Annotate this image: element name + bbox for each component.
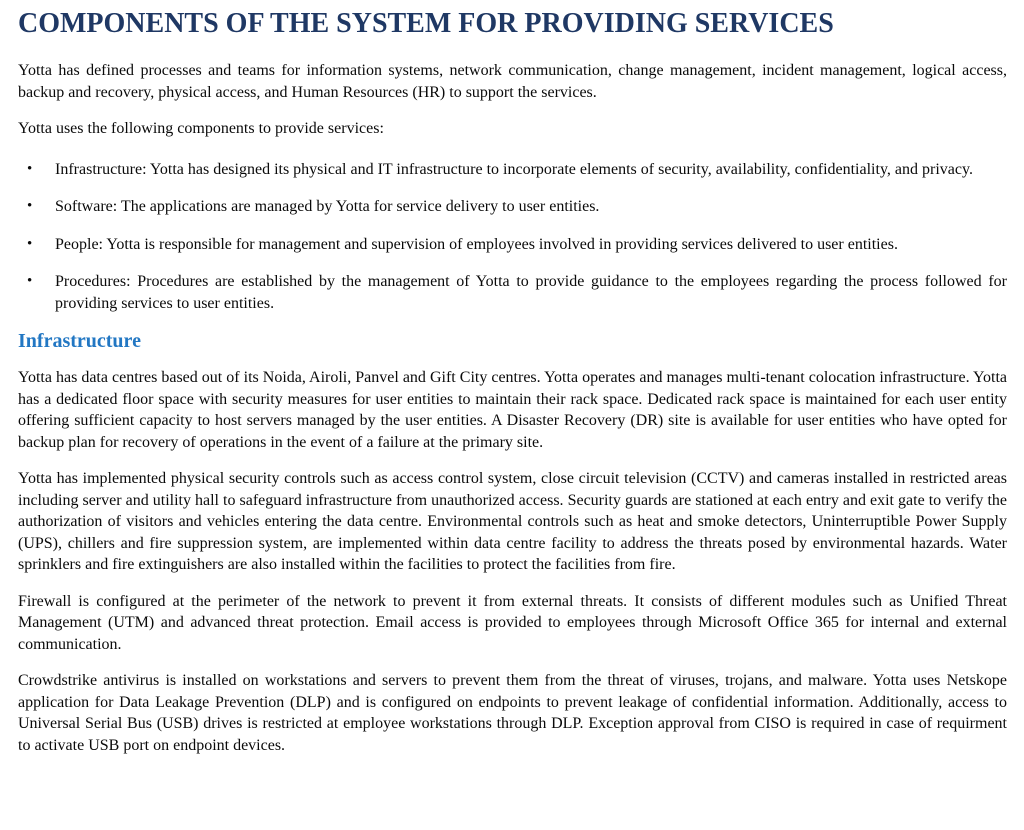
list-item-people: [18, 234, 1007, 256]
infrastructure-paragraph-datacentres: Yotta has data centres based out of its Noida, Airoli, Panvel and Gift City centres. Yotta operates and manages multi-tenant colocation infrastructure. Yotta has a dedicated floor space with security measures for user entities to maintain their rack space. Dedicated rack space is maintained for each user entity offering sufficient capacity to host servers managed by the user entities. A Disaster Recovery (DR) site is available for user entities who have opted for backup plan for recovery of operations in the event of a failure at the primary site.: [18, 369, 1007, 451]
list-item-text: People: Yotta is responsible for management and supervision of employees involved in providing services delivered to user entities.: [55, 235, 898, 253]
list-item-infrastructure: [18, 159, 1007, 181]
infrastructure-paragraph-antivirus: Crowdstrike antivirus is installed on workstations and servers to prevent them from the threat of viruses, trojans, and malware. Yotta uses Netskope application for Data Leakage Prevention (DLP) and is configured on endpoints to prevent leakage of confidential information. Additionally, access to Universal Serial Bus (USB) drives is restricted at employee workstations through DLP. Exception approval from CISO is required in case of requirment to activate USB port on endpoint devices.: [18, 672, 1007, 754]
list-item-procedures: [18, 271, 1007, 314]
components-lead-paragraph: Yotta uses the following components to provide services:: [18, 120, 384, 137]
page-title: COMPONENTS OF THE SYSTEM FOR PROVIDING SERVICES: [18, 8, 834, 39]
bullet-icon: •: [27, 160, 33, 177]
components-list: [18, 159, 1007, 315]
intro-paragraph: Yotta has defined processes and teams for information systems, network communication, change management, incident management, logical access, backup and recovery, physical access, and Human Resources (HR) to support the services.: [18, 62, 1007, 101]
section-heading-infrastructure: Infrastructure: [18, 330, 141, 352]
infrastructure-paragraph-physical-security: Yotta has implemented physical security controls such as access control system, close circuit television (CCTV) and cameras installed in restricted areas including server and utility hall to safeguard infrastructure from unauthorized access. Security guards are stationed at each entry and exit gate to verify the authorization of visitors and vehicles entering the data centre. Environmental controls such as heat and smoke detectors, Uninterruptible Power Supply (UPS), chillers and fire suppression system, are implemented within data centre facility to address the threats posed by environmental hazards. Water sprinklers and fire extinguishers are also installed within the facilities to protect the facilities from fire.: [18, 470, 1007, 573]
infrastructure-paragraph-firewall: Firewall is configured at the perimeter of the network to prevent it from external threats. It consists of different modules such as Unified Threat Management (UTM) and advanced threat protection. Email access is provided to employees through Microsoft Office 365 for internal and external communication.: [18, 592, 1007, 653]
list-item-software: [18, 196, 1007, 218]
bullet-icon: •: [27, 273, 33, 289]
bullet-icon: •: [27, 235, 33, 252]
bullet-icon: •: [27, 198, 33, 214]
list-item-text: Procedures: Procedures are established by the management of Yotta to provide guidance to the employees regarding the process followed for providing services to user entities.: [55, 273, 1007, 312]
list-item-text: Infrastructure: Yotta has designed its physical and IT infrastructure to incorporate elements of security, availability, confidentiality, and privacy.: [55, 160, 973, 178]
list-item-text: Software: The applications are managed by Yotta for service delivery to user entities.: [55, 198, 600, 215]
